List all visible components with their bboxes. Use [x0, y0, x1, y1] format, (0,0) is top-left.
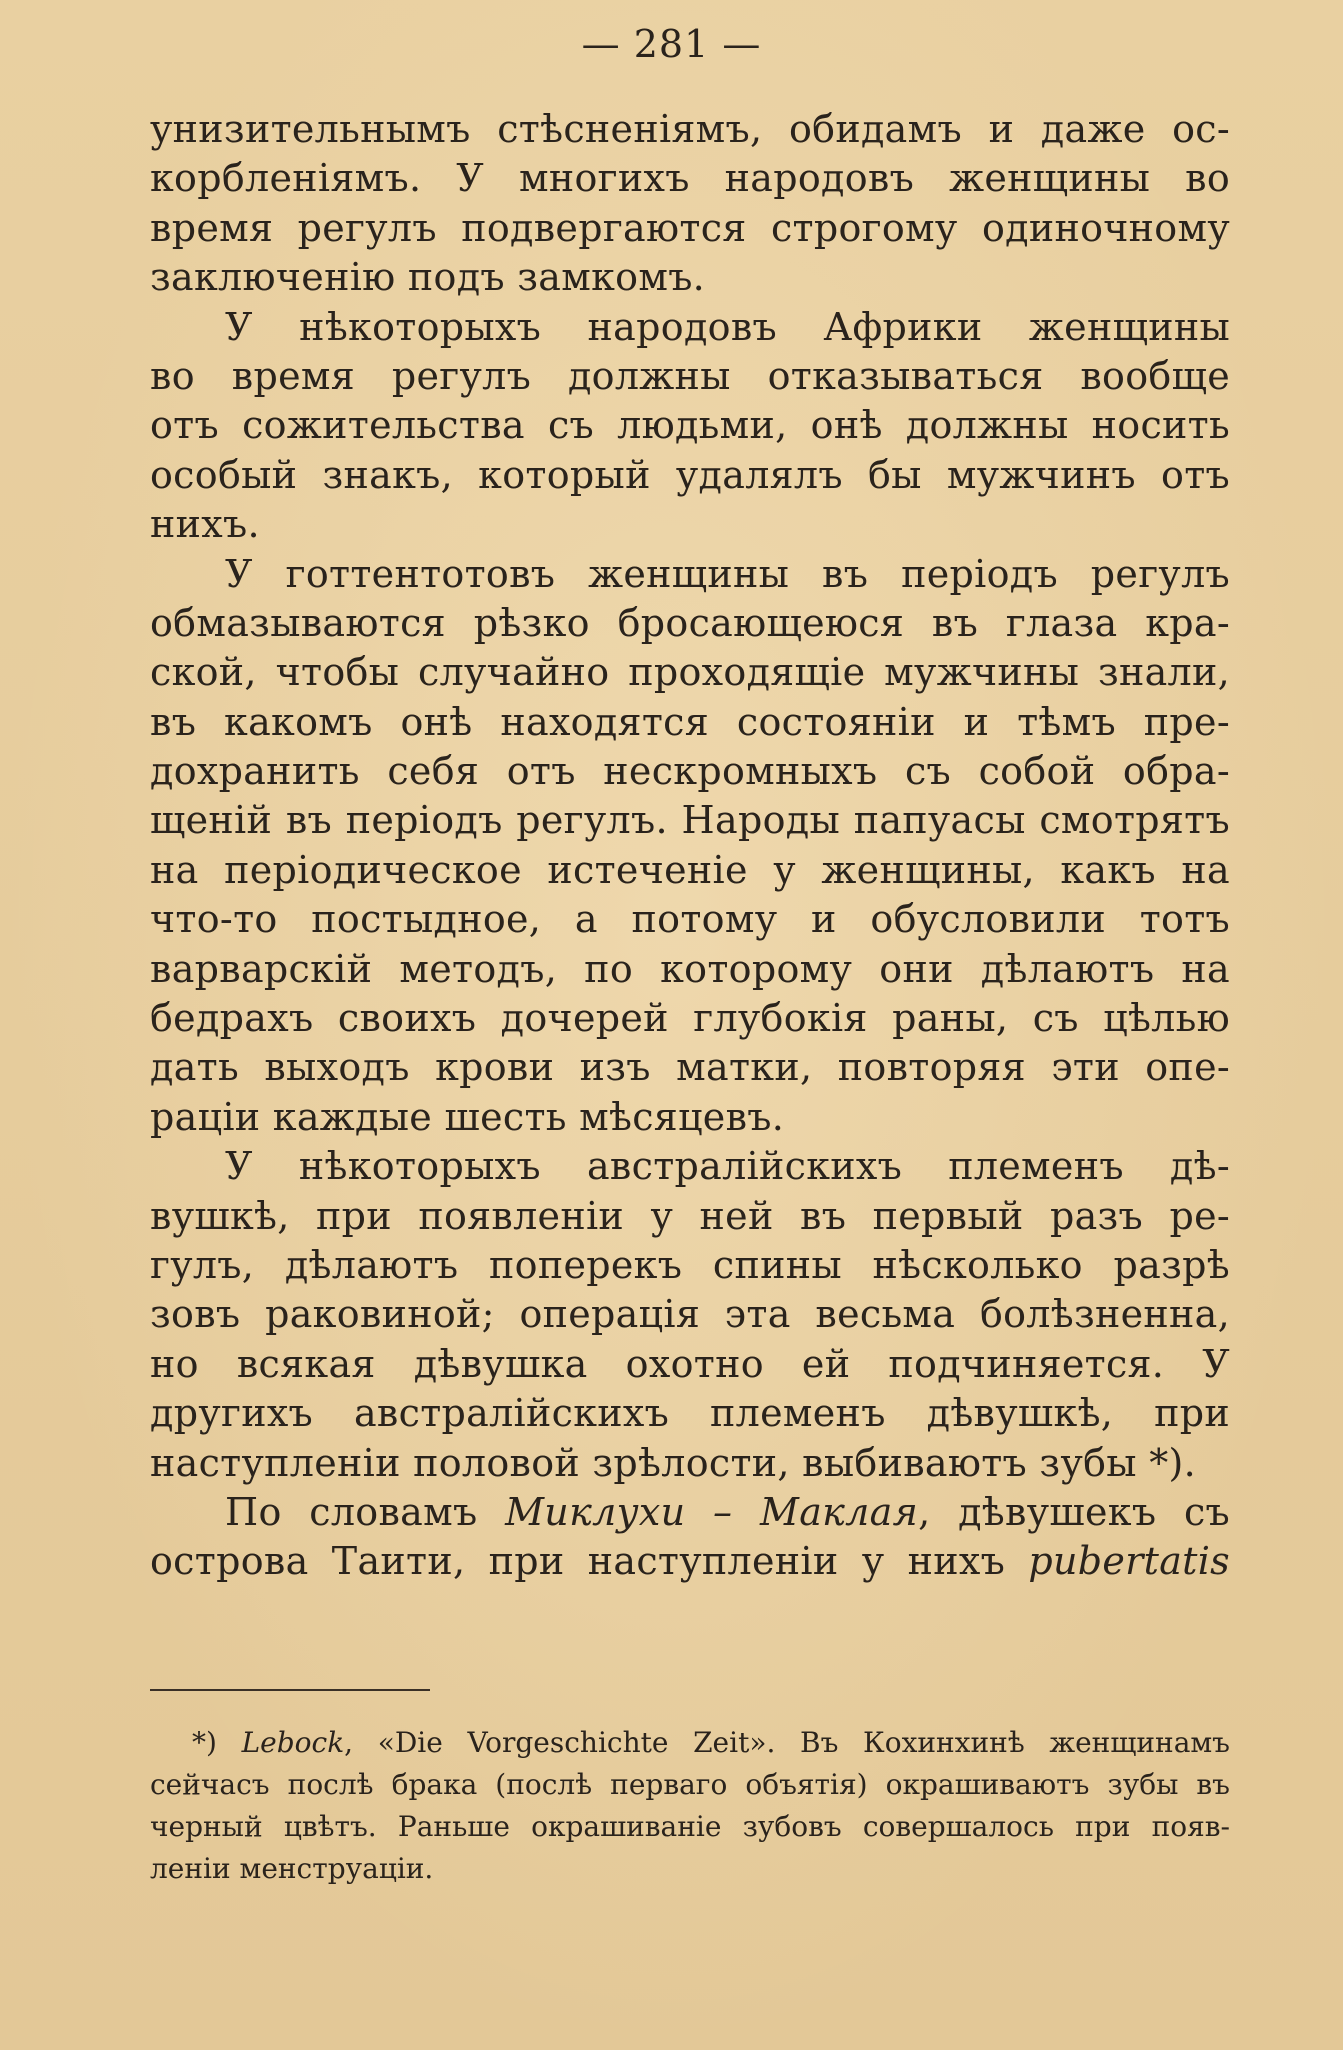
text-fragment: По словамъ [225, 1489, 506, 1534]
text-line: другихъ австралійскихъ племенъ дѣвушкѣ, при [150, 1391, 1230, 1436]
text-line: заключенію подъ замкомъ. [150, 255, 706, 300]
text-line: У нѣкоторыхъ австралійскихъ племенъ дѣ- [225, 1144, 1230, 1189]
text-line: бедрахъ своихъ дочерей глубокія раны, съ цѣлью [150, 996, 1230, 1041]
text-line: что-то постыдное, а потому и обусловили тотъ [150, 897, 1230, 942]
paragraph-2 [150, 303, 1230, 550]
text-line: вушкѣ, при появленіи у ней въ первый разъ ре- [150, 1193, 1230, 1238]
footnote-line: сейчасъ послѣ брака (послѣ перваго объятія) окрашиваютъ зубы въ [150, 1768, 1230, 1801]
text-fragment: острова Таити, при наступленіи у нихъ [150, 1539, 1029, 1584]
text-line: ской, чтобы случайно проходящіе мужчины знали, [150, 650, 1230, 695]
text-line: корбленіямъ. У многихъ народовъ женщины во [150, 156, 1230, 201]
text-line: отъ сожительства съ людьми, онѣ должны носить [150, 403, 1230, 448]
text-line: нихъ. [150, 502, 260, 547]
text-line: гулъ, дѣлаютъ поперекъ спины нѣсколько разрѣ [150, 1242, 1230, 1287]
paragraph-1 [150, 105, 1230, 303]
text-line: зовъ раковиной; операція эта весьма болѣзненна, [150, 1292, 1230, 1337]
text-line: особый знакъ, который удалялъ бы мужчинъ отъ [150, 452, 1230, 497]
latin-term: pubertatis [1028, 1539, 1230, 1584]
text-line: въ какомъ онѣ находятся состояніи и тѣмъ пре- [150, 699, 1230, 744]
text-line: время регулъ подвергаются строгому одиночному [150, 205, 1230, 250]
paragraph-4 [150, 1142, 1230, 1488]
text-line: дохранить себя отъ нескромныхъ съ собой обра- [150, 749, 1230, 794]
text-line: на періодическое истеченіе у женщины, какъ на [150, 847, 1230, 892]
text-line [150, 1537, 1230, 1586]
text-line: дать выходъ крови изъ матки, повторяя эти опе- [150, 1045, 1230, 1090]
text-line: обмазываются рѣзко бросающеюся въ глаза кра- [150, 600, 1230, 645]
footnote-line: леніи менструаціи. [150, 1852, 434, 1885]
text-fragment: , «Die Vorgeschichte Zeit». Въ Кохинхинѣ женщинамъ [344, 1726, 1230, 1759]
text-line: У готтентотовъ женщины въ періодъ регулъ [225, 551, 1230, 596]
footnote-marker: *) [192, 1726, 242, 1759]
text-line: щеній въ періодъ регулъ. Народы папуасы смотрятъ [150, 798, 1230, 843]
text-line: но всякая дѣвушка охотно ей подчиняется. У [150, 1341, 1230, 1386]
footnote-line [150, 1722, 1230, 1764]
text-line: У нѣкоторыхъ народовъ Африки женщины [225, 304, 1230, 349]
paragraph-3 [150, 550, 1230, 1143]
footnote-author: Lebock [241, 1726, 345, 1759]
page-number: — 281 — [581, 22, 762, 66]
footnote [150, 1722, 1230, 1890]
text-line: варварскій методъ, по которому они дѣлаютъ на [150, 946, 1230, 991]
author-name: Миклухи – Маклая [505, 1489, 919, 1534]
paragraph-5 [150, 1488, 1230, 1587]
text-line: раціи каждые шесть мѣсяцевъ. [150, 1094, 785, 1139]
footnote-line: черный цвѣтъ. Раньше окрашиваніе зубовъ совершалось при появ- [150, 1810, 1230, 1843]
text-fragment: , дѣвушекъ съ [918, 1489, 1231, 1534]
footnote-separator [150, 1689, 430, 1691]
text-line [150, 1488, 1230, 1537]
text-line: наступленіи половой зрѣлости, выбиваютъ зубы *). [150, 1440, 1197, 1485]
text-line: во время регулъ должны отказываться вообще [150, 353, 1230, 398]
text-line: унизительнымъ стѣсненіямъ, обидамъ и даже ос- [150, 107, 1230, 151]
body-text [150, 105, 1230, 1587]
